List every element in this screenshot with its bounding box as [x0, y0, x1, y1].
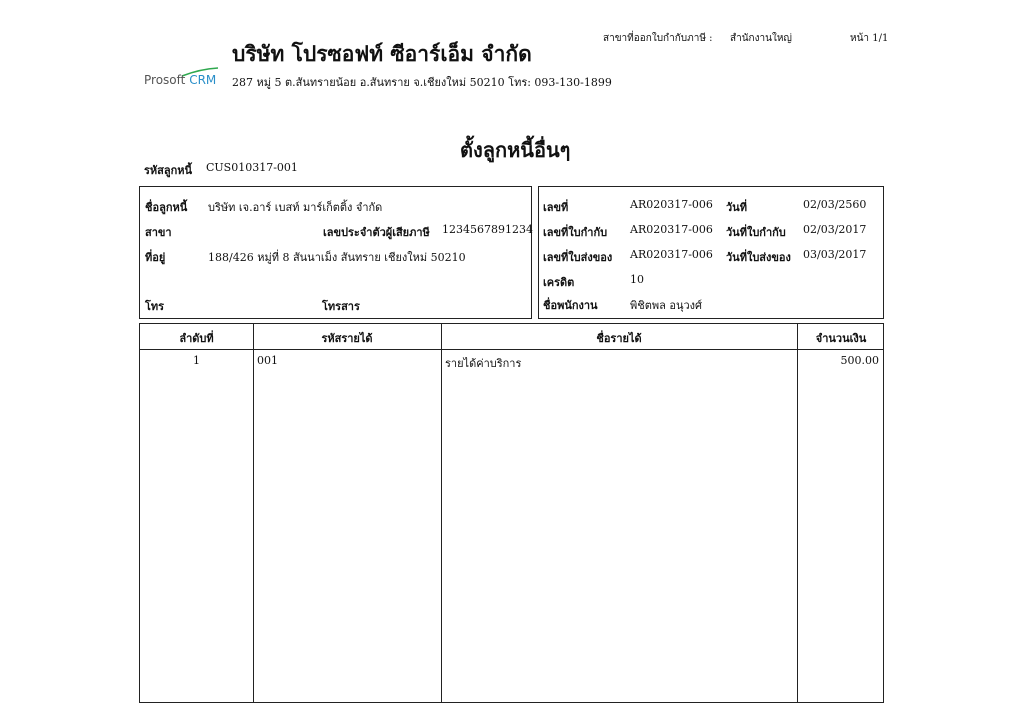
delivery-date-label: วันที่ใบส่งของ [726, 251, 791, 264]
delivery-number-label: เลขที่ใบส่งของ [543, 251, 613, 264]
items-table [139, 323, 884, 703]
document-info-box [538, 186, 884, 319]
column-header-income-name: ชื่อรายได้ [596, 332, 642, 345]
doc-date: 02/03/2560 [803, 198, 867, 211]
column-divider [253, 324, 254, 702]
employee-name: พิชิตพล อนุวงศ์ [630, 299, 703, 312]
document-title: ตั้งลูกหนี้อื่นๆ [460, 138, 571, 162]
column-header-amount: จำนวนเงิน [815, 332, 867, 345]
page-number: หน้า 1/1 [850, 33, 889, 44]
phone-label: โทร [145, 300, 165, 313]
customer-name-label: ชื่อลูกหนี้ [145, 201, 188, 214]
column-header-seq: ลำดับที่ [179, 332, 214, 345]
row-amount: 500.00 [840, 354, 879, 367]
customer-code-value: CUS010317-001 [206, 161, 298, 174]
customer-address-label: ที่อยู่ [145, 251, 166, 264]
customer-info-box [139, 186, 532, 319]
customer-branch-label: สาขา [145, 226, 172, 239]
tax-id-label: เลขประจำตัวผู้เสียภาษี [323, 226, 430, 239]
employee-label: ชื่อพนักงาน [543, 299, 598, 312]
branch-label: สาขาที่ออกใบกำกับภาษี : [603, 33, 713, 44]
invoice-number: AR020317-006 [630, 223, 713, 236]
credit-label: เครดิต [543, 276, 575, 289]
tax-id-value: 1234567891234 [442, 223, 533, 236]
logo-text: Prosoft CRM [144, 73, 217, 87]
row-income-code: 001 [257, 354, 278, 367]
column-divider [797, 324, 798, 702]
doc-date-label: วันที่ [726, 201, 747, 214]
invoice-date: 02/03/2017 [803, 223, 867, 236]
company-address: 287 หมู่ 5 ต.สันทรายน้อย อ.สันทราย จ.เชียงใหม่ 50210 โทร: 093-130-1899 [232, 76, 612, 89]
credit-value: 10 [630, 273, 644, 286]
doc-number: AR020317-006 [630, 198, 713, 211]
fax-label: โทรสาร [322, 300, 360, 313]
delivery-date: 03/03/2017 [803, 248, 867, 261]
company-name: บริษัท โปรซอฟท์ ซีอาร์เอ็ม จำกัด [232, 41, 532, 66]
column-header-income-code: รหัสรายได้ [321, 332, 373, 345]
customer-address: 188/426 หมู่ที่ 8 สันนาเม็ง สันทราย เชียงใหม่ 50210 [208, 251, 466, 264]
delivery-number: AR020317-006 [630, 248, 713, 261]
invoice-number-label: เลขที่ใบกำกับ [543, 226, 608, 239]
branch-value: สำนักงานใหญ่ [730, 33, 792, 44]
company-logo [144, 67, 224, 89]
column-divider [441, 324, 442, 702]
row-seq: 1 [193, 354, 200, 367]
customer-code-label: รหัสลูกหนี้ [144, 164, 193, 177]
customer-name: บริษัท เจ.อาร์ เบสท์ มาร์เก็ตติ้ง จำกัด [208, 201, 383, 214]
row-income-name: รายได้ค่าบริการ [445, 357, 522, 370]
invoice-date-label: วันที่ใบกำกับ [726, 226, 786, 239]
doc-number-label: เลขที่ [543, 201, 569, 214]
